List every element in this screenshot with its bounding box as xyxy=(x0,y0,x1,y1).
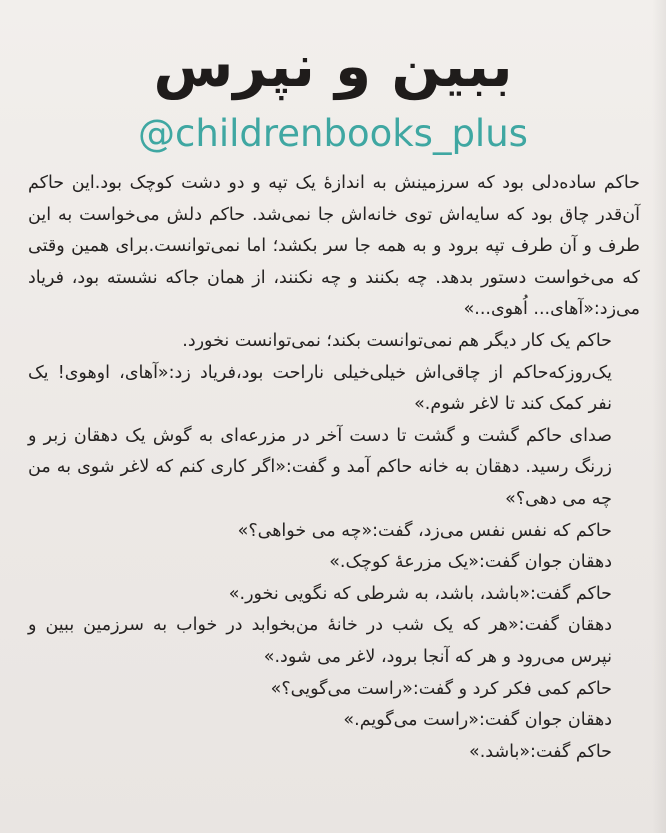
page-edge-shadow xyxy=(652,0,666,833)
paragraph: حاکم گفت:«باشد.» xyxy=(469,741,612,762)
paragraph: حاکم ساده‌دلی بود که سرزمینش به اندازهٔ یک تپه و دو دشت کوچک بود.این حاکم آن‌قدر چاق بود که سایه‌اش توی خانه‌اش جا نمی‌شد. حاکم دلش می‌خواست به این طرف و آن طرف تپه برود و به همه جا سر بکشد؛ اما نمی‌توانست.برای همین وقتی که می‌خواست دستور بدهد. چه بکنند و چه نکنند، از همان جاکه نشسته بود، فریاد می‌زد:«آهای... اُهوی...» xyxy=(28,173,640,320)
paragraph: حاکم کمی فکر کرد و گفت:«راست می‌گویی؟» xyxy=(270,678,612,699)
paragraph: حاکم که نفس نفس می‌زد، گفت:«چه می خواهی؟» xyxy=(237,520,612,541)
paragraph: دهقان جوان گفت:«یک مزرعهٔ کوچک.» xyxy=(329,552,612,573)
paragraph: حاکم گفت:«باشد، باشد، به شرطی که نگویی نخور.» xyxy=(228,583,612,604)
paragraph: حاکم یک کار دیگر هم نمی‌توانست بکند؛ نمی‌توانست نخورد. xyxy=(182,330,612,351)
paragraph: صدای حاکم گشت و گشت تا دست آخر در مزرعه‌ای به گوش یک دهقان زبر و زرنگ رسید. دهقان به خانه حاکم آمد و گفت:«اگر کاری کنم که لاغر شوی به من چه می دهی؟» xyxy=(28,425,612,509)
watermark-handle: @childrenbooks_plus xyxy=(138,112,528,155)
paragraph: دهقان جوان گفت:«راست می‌گویم.» xyxy=(343,710,612,731)
paragraph: یک‌روزکه‌حاکم از چاقی‌اش خیلی‌خیلی ناراحت بود،فریاد زد:«آهای، اوهوی! یک نفر کمک کند تا لاغر شوم.» xyxy=(28,362,612,415)
story-title: ببین و نپرس xyxy=(153,32,513,100)
story-body xyxy=(28,168,640,768)
paragraph: دهقان گفت:«هر که یک شب در خانهٔ من‌بخوابد در خواب به سرزمین ببین و نپرس می‌رود و هر که آنجا برود، لاغر می شود.» xyxy=(28,615,612,667)
